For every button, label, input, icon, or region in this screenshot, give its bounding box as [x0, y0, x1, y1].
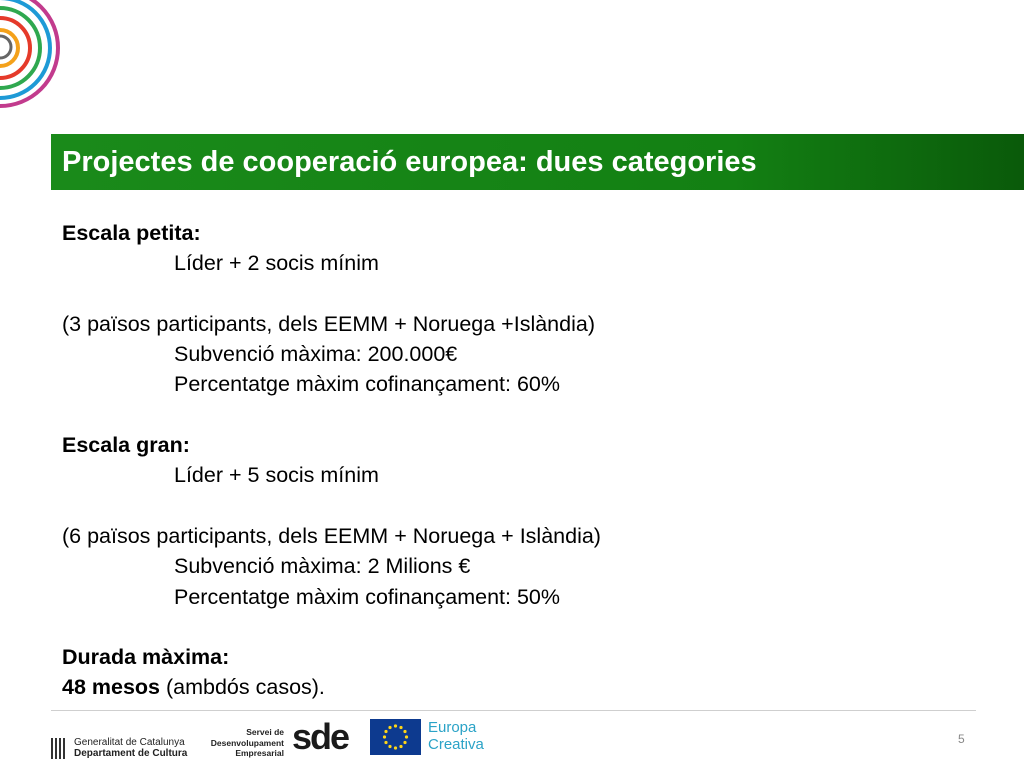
sde-caption-line2: Desenvolupament	[210, 737, 284, 748]
duration-line	[62, 672, 962, 702]
europa-line1: Europa	[428, 719, 477, 736]
large-scale-leader: Líder + 5 socis mínim	[174, 463, 379, 488]
large-scale-countries: (6 països participants, dels EEMM + Noruega + Islàndia)	[62, 523, 601, 548]
sde-caption-line3: Empresarial	[235, 748, 284, 758]
sde-caption-line1: Servei de	[246, 727, 284, 737]
title-bar	[51, 134, 1024, 190]
slide-body	[62, 218, 962, 703]
duration-heading: Durada màxima:	[62, 645, 230, 670]
spacer	[62, 612, 962, 642]
spacer	[62, 400, 962, 430]
sde-caption	[208, 727, 284, 759]
slide-title: Projectes de cooperació europea: dues categories	[62, 146, 757, 178]
small-scale-leader: Líder + 2 socis mínim	[174, 251, 379, 276]
duration-value: 48 mesos	[62, 675, 161, 700]
large-scale-grant: Subvenció màxima: 2 Milions €	[174, 554, 471, 579]
gencat-department: Departament de Cultura	[74, 748, 188, 759]
page-number: 5	[958, 732, 965, 746]
europa-creativa-logo	[428, 720, 484, 753]
sde-logo: sde	[292, 716, 349, 757]
concentric-arcs-decoration	[0, 0, 60, 110]
small-scale-heading: Escala petita:	[62, 221, 201, 245]
gencat-name: Generalitat de Catalunya	[74, 737, 185, 748]
spacer	[62, 491, 962, 521]
large-scale-cofinancing: Percentatge màxim cofinançament: 50%	[174, 584, 561, 609]
small-scale-cofinancing: Percentatge màxim cofinançament: 60%	[174, 372, 561, 397]
small-scale-grant: Subvenció màxima: 200.000€	[174, 342, 458, 367]
spacer	[62, 279, 962, 309]
europa-line2: Creativa	[428, 735, 484, 753]
gencat-emblem-icon	[51, 738, 68, 759]
footer-divider	[51, 710, 976, 711]
eu-flag-icon	[370, 719, 421, 755]
small-scale-countries: (3 països participants, dels EEMM + Noruega +Islàndia)	[62, 311, 595, 336]
duration-note: (ambdós casos).	[160, 675, 325, 700]
gencat-logo	[51, 737, 187, 759]
large-scale-heading: Escala gran:	[62, 433, 190, 458]
